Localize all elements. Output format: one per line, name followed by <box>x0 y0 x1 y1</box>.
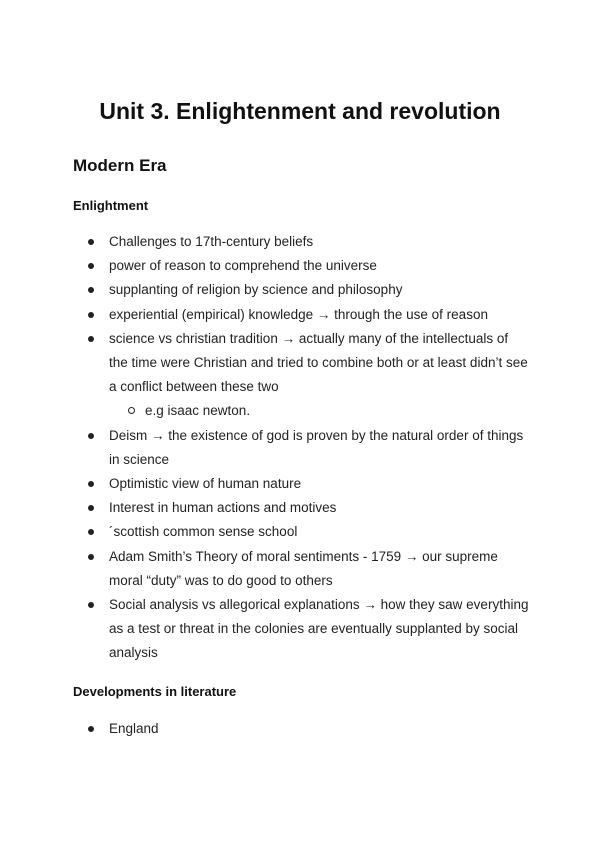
list-item <box>0 254 529 278</box>
list-item-text: ´scottish common sense school <box>109 524 298 540</box>
list-item-text: Interest in human actions and motives <box>109 500 337 516</box>
list-item <box>0 278 529 302</box>
list-item <box>0 424 529 472</box>
subheading-enlightment: Enlightment <box>73 198 149 213</box>
bullet-icon <box>88 336 94 342</box>
bullet-icon <box>88 239 94 245</box>
list-item <box>0 496 529 520</box>
bullet-icon <box>88 726 94 732</box>
list-item <box>0 593 529 666</box>
list-item-text: Adam Smith’s Theory of moral sentiments - 1759 → our supreme moral “duty” was to do good to others <box>109 548 498 588</box>
bullet-icon <box>88 287 94 293</box>
section-heading-modern-era: Modern Era <box>73 156 167 175</box>
bullet-icon <box>88 554 94 560</box>
literature-bullet-list <box>0 717 600 741</box>
list-item <box>0 327 529 400</box>
list-item <box>0 303 529 327</box>
bullet-icon <box>88 505 94 511</box>
bullet-icon <box>88 602 94 608</box>
subheading-developments-in-literature: Developments in literature <box>73 684 237 699</box>
bullet-icon <box>88 481 94 487</box>
bullet-icon <box>88 312 94 318</box>
list-item-text: power of reason to comprehend the universe <box>109 258 377 274</box>
list-item-text: Social analysis vs allegorical explanations → how they saw everything as a test or threat in the colonies are eventually supplanted by social analysis <box>109 597 529 661</box>
list-item-text: supplanting of religion by science and philosophy <box>109 282 403 298</box>
enlightment-bullet-list <box>0 230 600 666</box>
sub-list-item <box>0 399 600 423</box>
bullet-icon <box>88 433 94 439</box>
list-item <box>0 545 529 593</box>
document-title: Unit 3. Enlightenment and revolution <box>99 98 501 124</box>
list-item-text: experiential (empirical) knowledge → through the use of reason <box>109 306 488 322</box>
list-item-text: Deism → the existence of god is proven by the natural order of things in science <box>109 427 524 467</box>
list-item-text: Optimistic view of human nature <box>109 476 302 492</box>
list-item-text: science vs christian tradition → actually many of the intellectuals of the time were Christian and tried to combine both or at least didn’t see a conflict between these two <box>109 330 528 395</box>
bullet-icon <box>88 529 94 535</box>
hollow-bullet-icon <box>128 407 135 414</box>
list-item-text: Challenges to 17th-century beliefs <box>109 234 314 249</box>
list-item-text: England <box>109 721 159 736</box>
list-item <box>0 717 529 741</box>
list-item <box>0 520 529 544</box>
list-item <box>0 230 529 254</box>
bullet-icon <box>88 263 94 269</box>
sub-list-item-text: e.g isaac newton. <box>145 403 251 419</box>
list-item <box>0 472 529 496</box>
